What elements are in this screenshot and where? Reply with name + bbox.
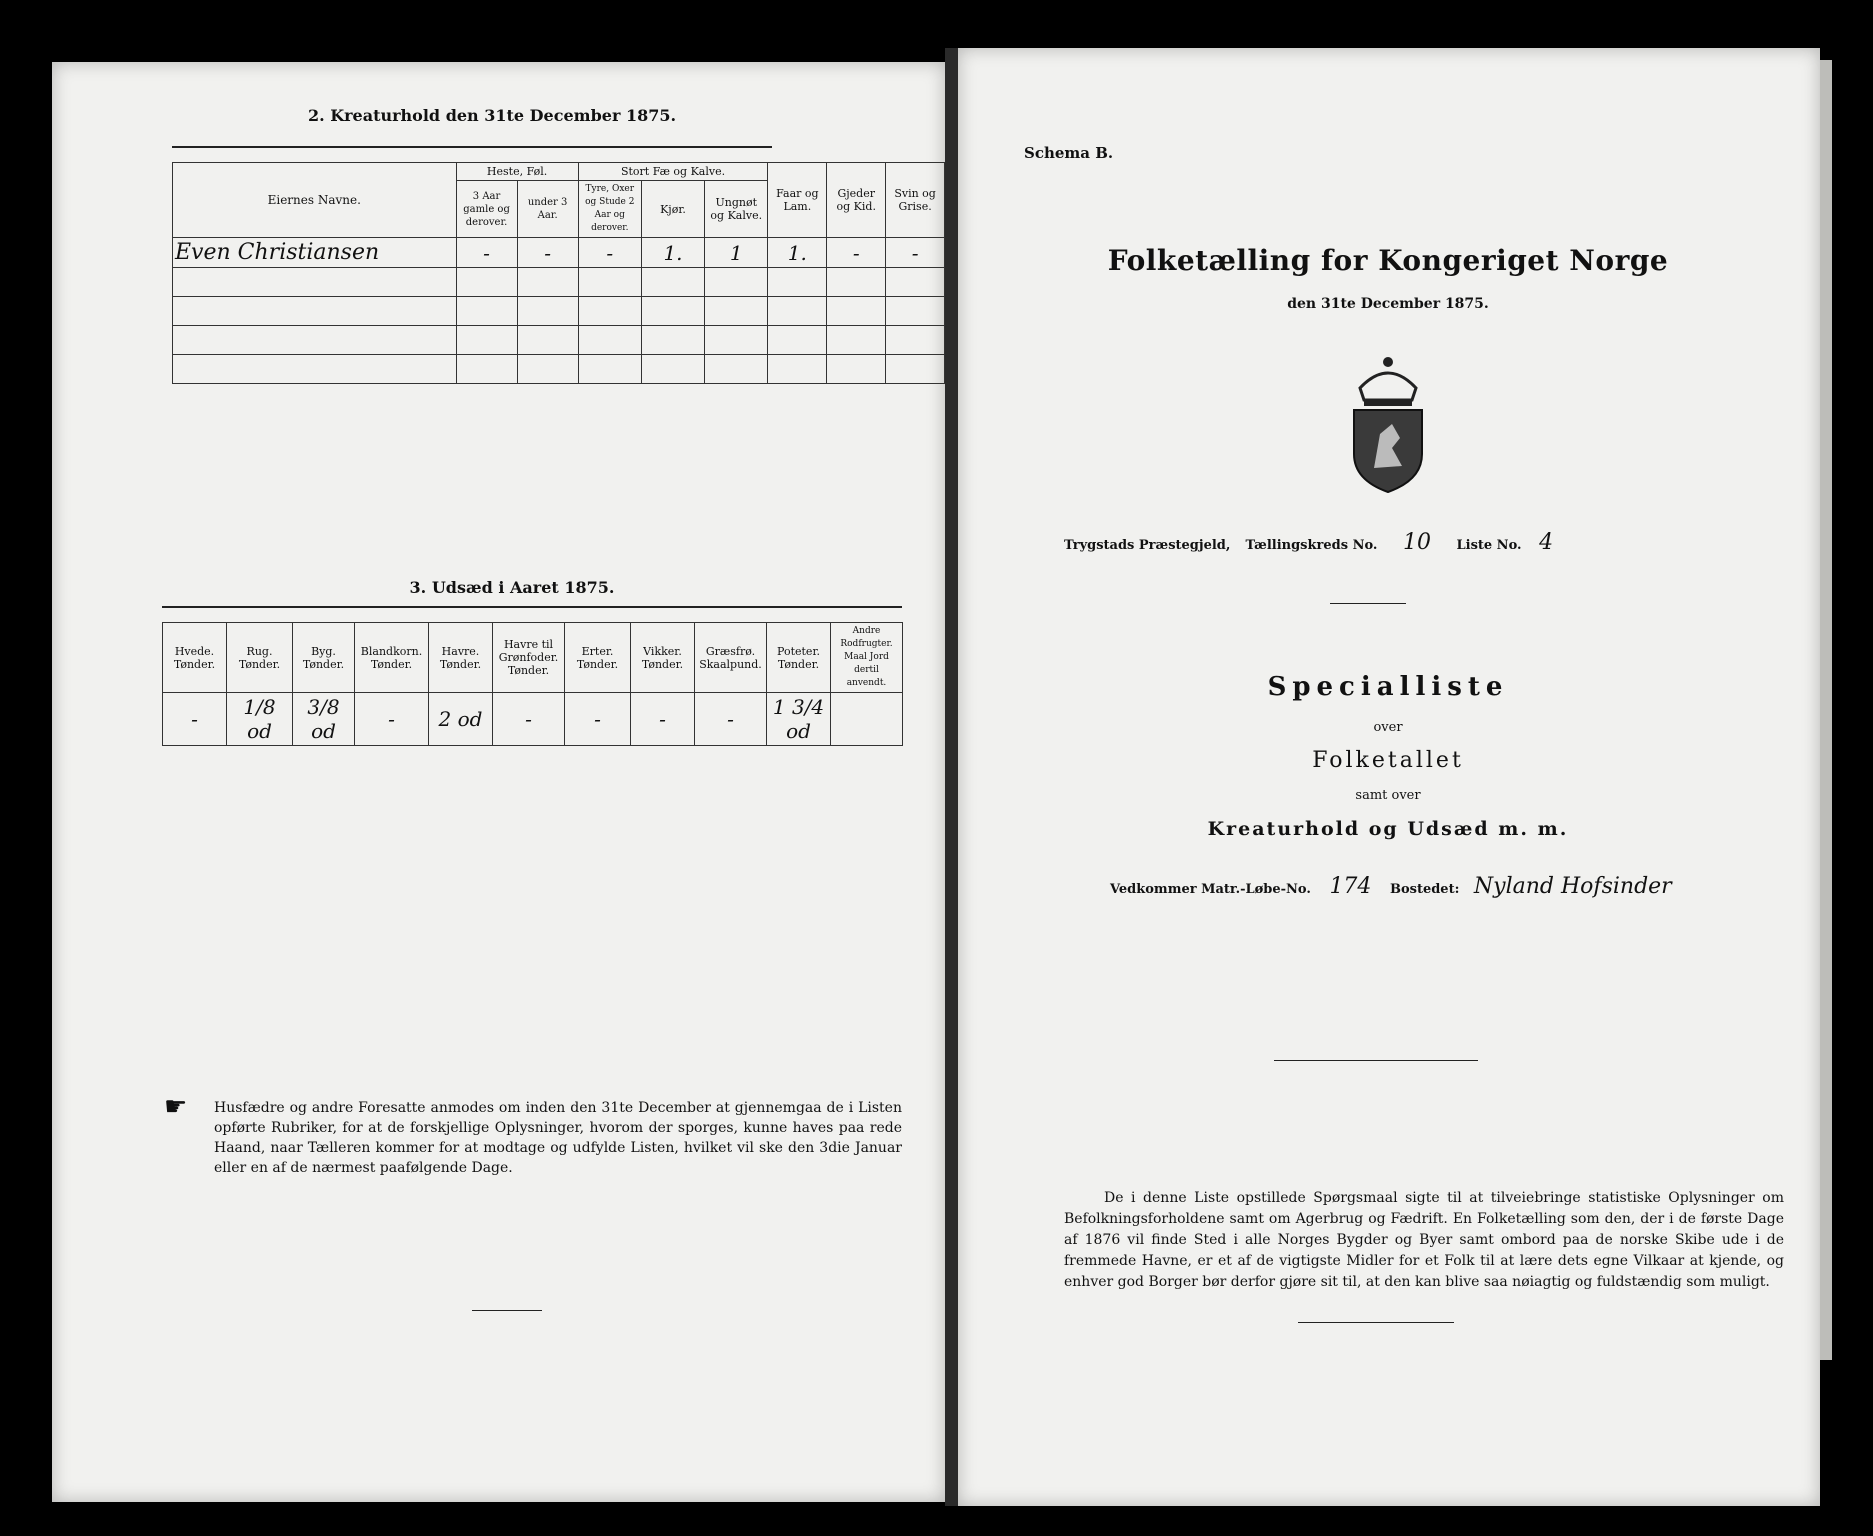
table-cell: 1. [768, 238, 827, 268]
kreaturhold-title: Kreaturhold og Udsæd m. m. [1207, 818, 1569, 840]
schema-label: Schema B. [1024, 144, 1114, 162]
sheep-header: Faar og Lam. [768, 163, 827, 238]
liste-label: Liste No. [1456, 538, 1522, 553]
lobe-label: Vedkommer Matr.-Løbe-No. [1110, 882, 1311, 897]
table-cell: - [886, 238, 945, 268]
table-row [173, 268, 1004, 297]
census-date: den 31te December 1875. [1287, 296, 1489, 312]
lobe-value: 174 [1329, 874, 1372, 899]
table-cell: - [163, 693, 227, 746]
table-cell: 1/8 od [227, 693, 293, 746]
over-label-1: over [1373, 720, 1403, 735]
vetch-header: Vikker. Tønder. [631, 623, 695, 693]
samt-over-label: samt over [1355, 788, 1421, 803]
livestock-table [172, 162, 1004, 384]
table-cell: - [456, 238, 517, 268]
table-cell: 3/8 od [293, 693, 355, 746]
grass-seed-header: Græsfrø. Skaalpund. [695, 623, 767, 693]
left-page [52, 62, 945, 1502]
householder-notice: Husfædre og andre Foresatte anmodes om inden den 31te December at gjennemgaa de i Listen opførte Rubriker, for at de forskjellige Oplysninger, hvorom der sporges, kunne haves paa rede Haand, naar Tælleren kommer for at modtage og udfylde Listen, hvilket vil ske den 3die Januar eller en af de nærmest paafølgende Dage. [214, 1100, 902, 1176]
horses-young-header: under 3 Aar. [517, 181, 578, 238]
page-stack-edge [1820, 60, 1832, 1360]
table-row [173, 238, 1004, 268]
livestock-title: 2. Kreaturhold den 31te December 1875. [307, 106, 677, 125]
young-cattle-header: Ungnøt og Kalve. [705, 181, 768, 238]
district-line [1064, 530, 1784, 555]
cows-header: Kjør. [641, 181, 704, 238]
peas-header: Erter. Tønder. [565, 623, 631, 693]
cattle-header: Stort Fæ og Kalve. [578, 163, 768, 181]
binding-edge [945, 48, 958, 1506]
table-cell [831, 693, 903, 746]
table-row [173, 326, 1004, 355]
bottom-rule [472, 1310, 542, 1311]
goats-header: Gjeder og Kid. [827, 163, 886, 238]
end-rule [1298, 1322, 1454, 1323]
horses-header: Heste, Føl. [456, 163, 578, 181]
folketallet-title: Folketallet [1312, 748, 1464, 773]
bostedet-label: Bostedet: [1389, 882, 1460, 897]
mixed-grain-header: Blandkorn. Tønder. [355, 623, 429, 693]
table-cell: - [695, 693, 767, 746]
pointing-hand-icon: ☛ [164, 1092, 188, 1122]
table-cell: 1. [641, 238, 704, 268]
specialliste-title: Specialliste [1267, 672, 1509, 702]
table-cell: 1 [705, 238, 768, 268]
other-roots-header: Andre Rodfrugter. Maal Jord dertil anvendt. [831, 623, 903, 693]
lobe-line [1110, 874, 1790, 899]
bulls-header: Tyre, Oxer og Stude 2 Aar og derover. [578, 181, 641, 238]
prestegjeld-label: Trygstads Præstegjeld, [1064, 538, 1231, 553]
bostedet-value: Nyland Hofsinder [1473, 874, 1672, 899]
green-oats-header: Havre til Grønfoder. Tønder. [493, 623, 565, 693]
divider-rule [1330, 603, 1406, 604]
table-row [173, 297, 1004, 326]
oats-header: Havre. Tønder. [429, 623, 493, 693]
table-row [173, 355, 1004, 384]
sowing-top-rule [162, 606, 902, 608]
horses-old-header: 3 Aar gamle og derover. [456, 181, 517, 238]
table-cell: 1 3/4 od [767, 693, 831, 746]
table-cell: - [578, 238, 641, 268]
table-cell: - [565, 693, 631, 746]
owner-name-header: Eiernes Navne. [173, 163, 457, 238]
sowing-table [162, 622, 903, 746]
owner-name-cell: Even Christiansen [173, 238, 457, 268]
kreds-value: 10 [1402, 530, 1431, 555]
rye-header: Rug. Tønder. [227, 623, 293, 693]
pigs-header: Svin og Grise. [886, 163, 945, 238]
liste-value: 4 [1539, 530, 1554, 555]
census-title: Folketælling for Kongeriget Norge [1107, 244, 1669, 277]
right-page [958, 48, 1820, 1506]
sowing-title: 3. Udsæd i Aaret 1875. [409, 578, 615, 597]
livestock-top-rule [172, 146, 772, 148]
purpose-paragraph: De i denne Liste opstillede Spørgsmaal sigte til at tilveiebringe statistiske Oplysninger om Befolkningsforholdene samt om Agerbrug og Fædrift. En Folketælling som den, der i de første Dage af 1876 vil finde Sted i alle Norges Bygder og Byer samt ombord paa de norske Skibe ude i de fremmede Havne, er et af de vigtigste Midler for et Folk til at lære dets egne Vilkaar at kjende, og enhver god Borger bør derfor gjøre sit til, at den kan blive saa nøiagtig og fuldstændig som muligt. [1064, 1190, 1784, 1290]
signature-rule [1274, 1060, 1478, 1061]
table-cell: - [355, 693, 429, 746]
table-row [163, 693, 903, 746]
potatoes-header: Poteter. Tønder. [767, 623, 831, 693]
kreds-label: Tællingskreds No. [1245, 538, 1378, 553]
wheat-header: Hvede. Tønder. [163, 623, 227, 693]
table-cell: 2 od [429, 693, 493, 746]
table-cell: - [827, 238, 886, 268]
table-cell: - [493, 693, 565, 746]
table-cell: - [517, 238, 578, 268]
coat-of-arms-icon [1340, 348, 1436, 494]
barley-header: Byg. Tønder. [293, 623, 355, 693]
table-cell: - [631, 693, 695, 746]
